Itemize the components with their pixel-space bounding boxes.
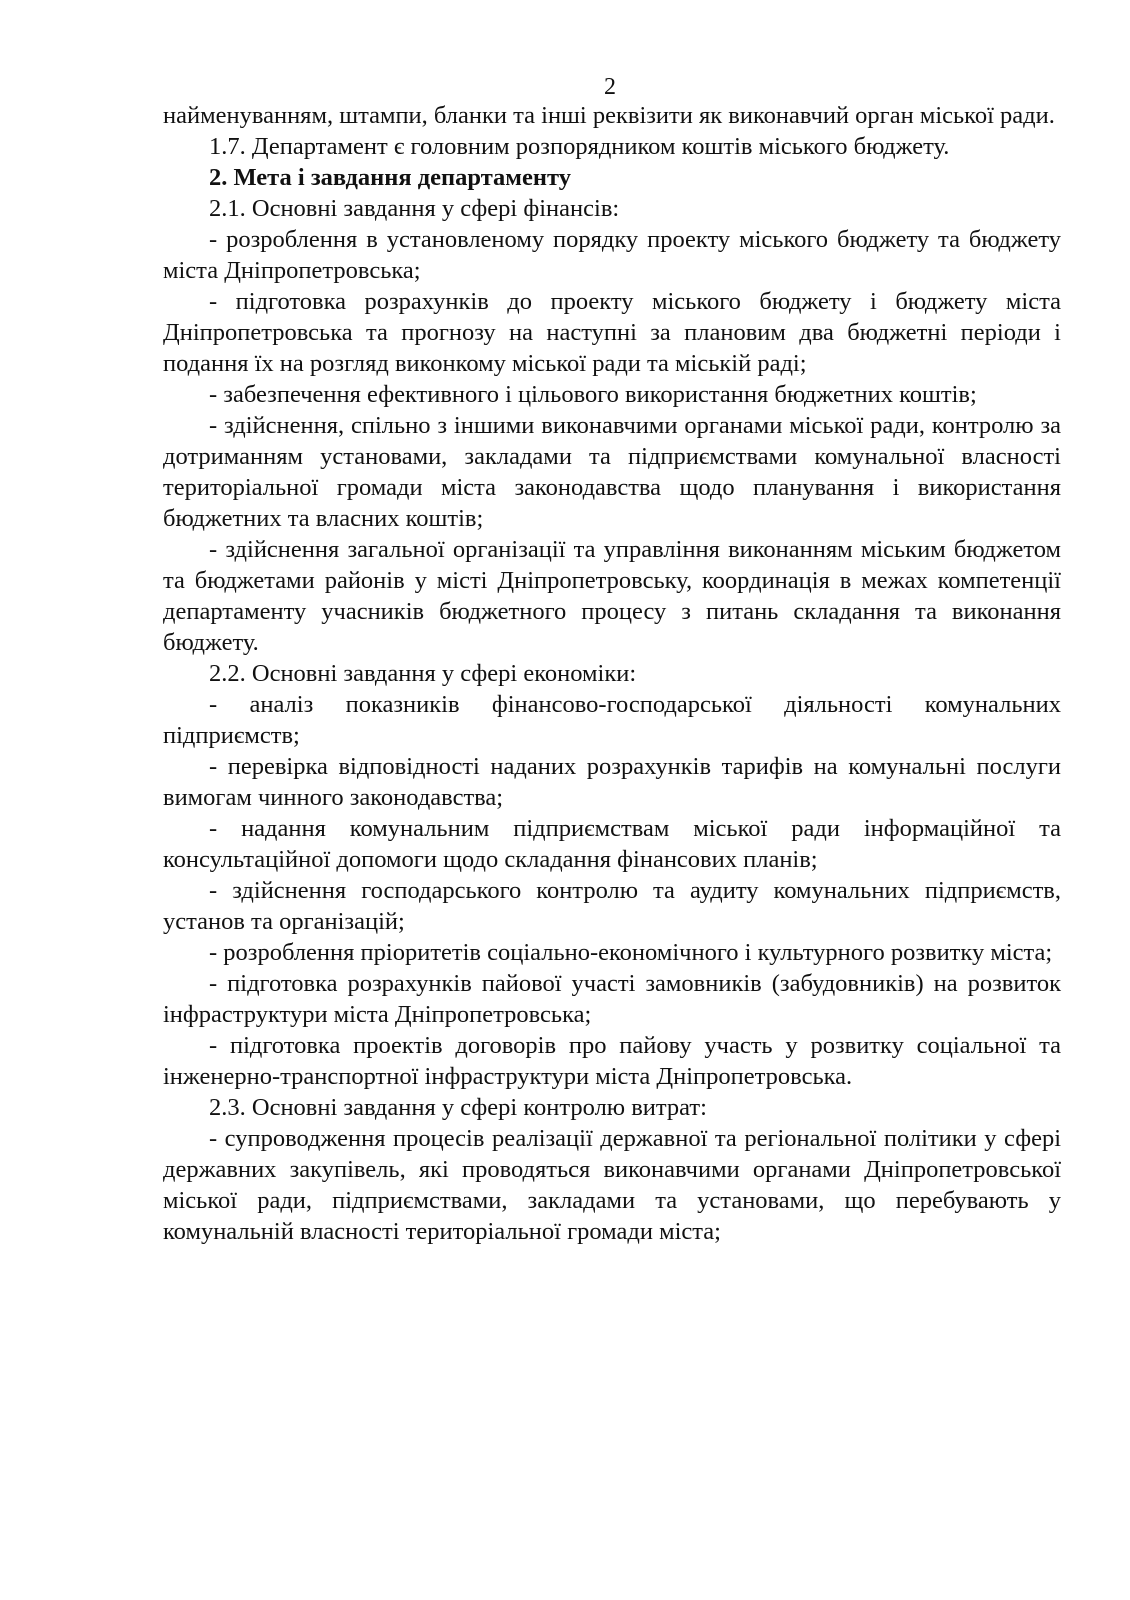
finance-task-1: - розроблення в установленому порядку проекту міського бюджету та бюджету міста Дніпропетровська; [163,226,1061,284]
economy-task-7: - підготовка проектів договорів про пайову участь у розвитку соціальної та інженерно-транспортної інфраструктури міста Дніпропетровська. [163,1032,1061,1090]
economy-task-3: - надання комунальним підприємствам міської ради інформаційної та консультаційної допомоги щодо складання фінансових планів; [163,815,1061,873]
page-number: 2 [604,74,616,100]
paragraph-continuation: найменуванням, штампи, бланки та інші реквізити як виконавчий орган міської ради. [163,102,1055,129]
economy-task-4: - здійснення господарського контролю та аудиту комунальних підприємств, установ та організацій; [163,877,1061,935]
economy-task-5: - розроблення пріоритетів соціально-економічного і культурного розвитку міста; [209,939,1053,966]
finance-task-2: - підготовка розрахунків до проекту міського бюджету і бюджету міста Дніпропетровська та прогнозу на наступні за плановим два бюджетні періоди і подання їх на розгляд виконкому міської ради та міській раді; [163,288,1061,377]
cost-control-task-1: - супроводження процесів реалізації державної та регіональної політики у сфері державних закупівель, які проводяться виконавчими органами Дніпропетровської міської ради, підприємствами, закладами та установами, що перебувають у комунальній власності територіальної громади міста; [163,1125,1061,1245]
economy-task-1: - аналіз показників фінансово-господарської діяльності комунальних підприємств; [163,691,1061,749]
subsection-2-2-title: 2.2. Основні завдання у сфері економіки: [209,660,637,687]
document-body [163,100,1061,1247]
finance-task-3: - забезпечення ефективного і цільового використання бюджетних коштів; [209,381,977,408]
section-heading-2: 2. Мета і завдання департаменту [209,164,571,191]
finance-task-5: - здійснення загальної організації та управління виконанням міським бюджетом та бюджетами районів у місті Дніпропетровську, координація в межах компетенції департаменту учасників бюджетного процесу з питань складання та виконання бюджету. [163,536,1061,656]
finance-task-4: - здійснення, спільно з іншими виконавчими органами міської ради, контролю за дотриманням установами, закладами та підприємствами комунальної власності територіальної громади міста законодавства щодо планування і використання бюджетних та власних коштів; [163,412,1061,532]
economy-task-2: - перевірка відповідності наданих розрахунків тарифів на комунальні послуги вимогам чинного законодавства; [163,753,1061,811]
economy-task-6: - підготовка розрахунків пайової участі замовників (забудовників) на розвиток інфраструктури міста Дніпропетровська; [163,970,1061,1028]
subsection-2-3-title: 2.3. Основні завдання у сфері контролю витрат: [209,1094,707,1121]
subsection-2-1-title: 2.1. Основні завдання у сфері фінансів: [209,195,620,222]
clause-1-7: 1.7. Департамент є головним розпорядником коштів міського бюджету. [209,133,950,160]
